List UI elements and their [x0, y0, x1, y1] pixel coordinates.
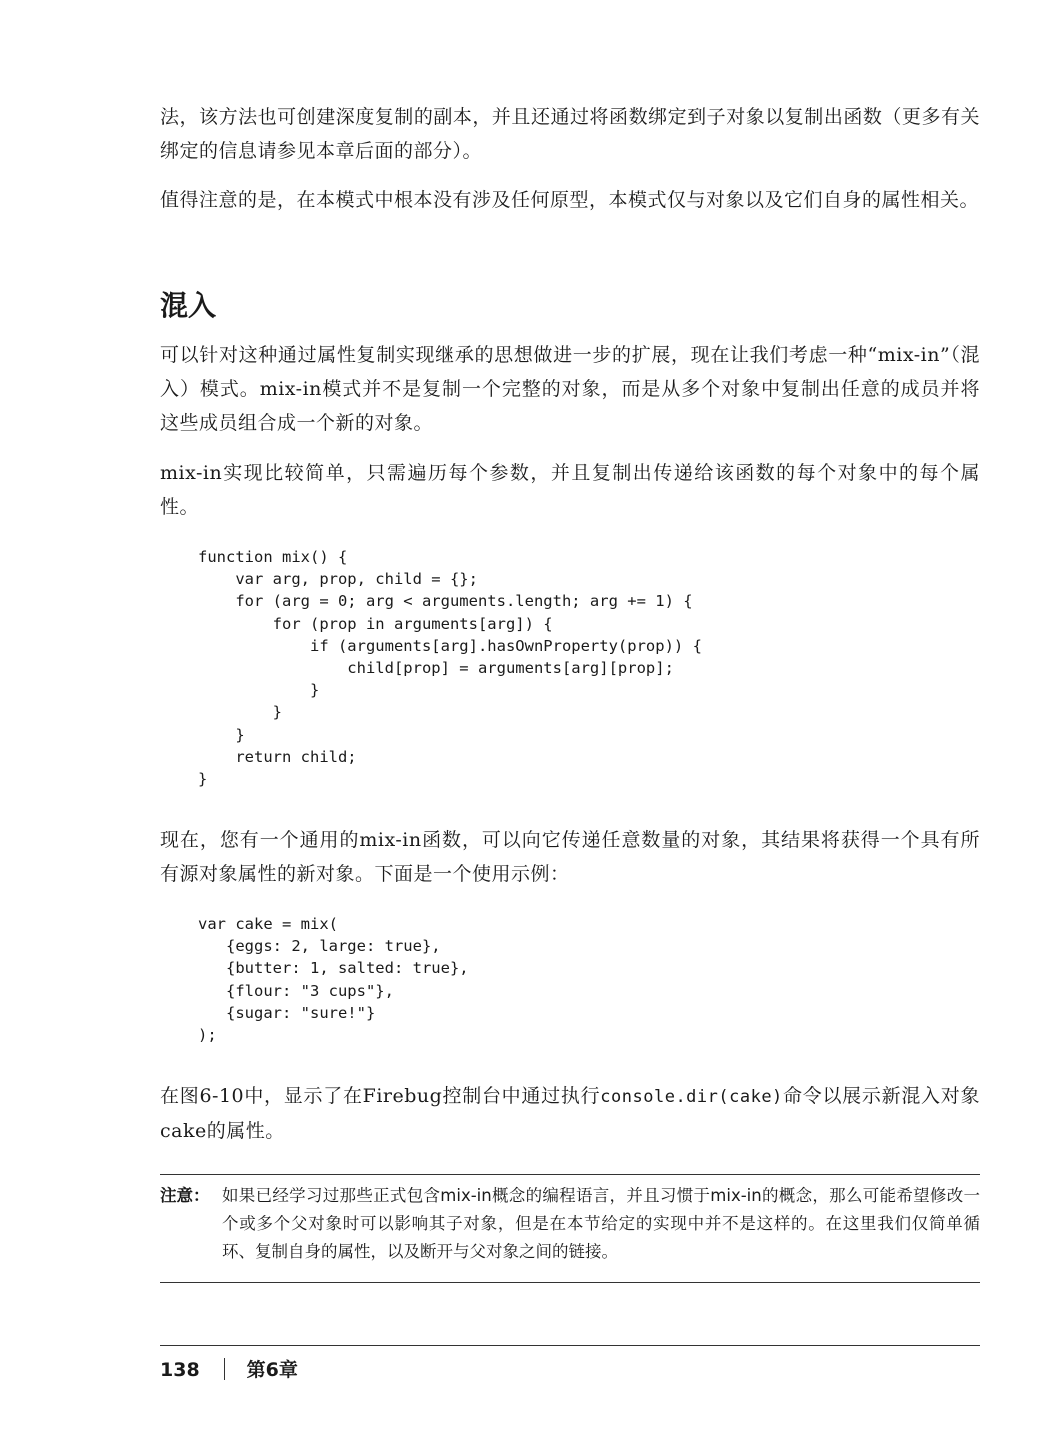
paragraph-text-after-code: 命令以展示新混入对象cake的属性。 [160, 1085, 980, 1142]
paragraph-mixin-intro: 可以针对这种通过属性复制实现继承的思想做进一步的扩展，现在让我们考虑一种“mix-in”（混入）模式。mix-in模式并不是复制一个完整的对象，而是从多个对象中复制出任意的成员并将这些成员组合成一个新的对象。 [160, 344, 980, 434]
code-block-mix-function: function mix() { var arg, prop, child = {}; for (arg = 0; arg < arguments.length; arg += 1) { for (prop in arguments[arg]) { if (arguments[arg].hasOwnProperty(prop)) { child[prop] = arguments[arg][prop]; } } } return child; } [198, 548, 702, 789]
paragraph-no-prototype-note: 值得注意的是，在本模式中根本没有涉及任何原型，本模式仅与对象以及它们自身的属性相关。 [160, 189, 980, 211]
paragraph-mixin-implementation: mix-in实现比较简单，只需遍历每个参数，并且复制出传递给该函数的每个对象中的每个属性。 [160, 462, 980, 518]
book-page [160, 0, 980, 1441]
paragraph-usage-intro: 现在，您有一个通用的mix-in函数，可以向它传递任意数量的对象，其结果将获得一个具有所有源对象属性的新对象。下面是一个使用示例： [160, 829, 980, 885]
paragraph-firebug-figure [160, 1079, 980, 1148]
chapter-label: 第6章 [246, 1359, 298, 1381]
footer-divider [160, 1345, 980, 1346]
note-top-divider [160, 1174, 980, 1175]
note-bottom-divider [160, 1282, 980, 1283]
footer-separator [224, 1358, 225, 1380]
page-footer [160, 1356, 298, 1384]
paragraph-intro-continued: 法，该方法也可创建深度复制的副本，并且还通过将函数绑定到子对象以复制出函数（更多有关绑定的信息请参见本章后面的部分）。 [160, 106, 980, 162]
note-text: 如果已经学习过那些正式包含mix-in概念的编程语言，并且习惯于mix-in的概念，那么可能希望修改一个或多个父对象时可以影响其子对象，但是在本节给定的实现中并不是这样的。在这里我们仅简单循环、复制自身的属性，以及断开与父对象之间的链接。 [222, 1186, 980, 1261]
page-number: 138 [160, 1359, 200, 1381]
section-heading: 混入 [160, 289, 217, 322]
inline-code-console-dir: console.dir(cake) [600, 1087, 783, 1107]
note-label: 注意： [160, 1186, 210, 1205]
code-block-cake-example: var cake = mix( {eggs: 2, large: true}, {butter: 1, salted: true}, {flour: "3 cups"}, {sugar: "sure!"} ); [198, 915, 469, 1045]
paragraph-text-before-code: 在图6-10中，显示了在Firebug控制台中通过执行 [160, 1085, 601, 1107]
